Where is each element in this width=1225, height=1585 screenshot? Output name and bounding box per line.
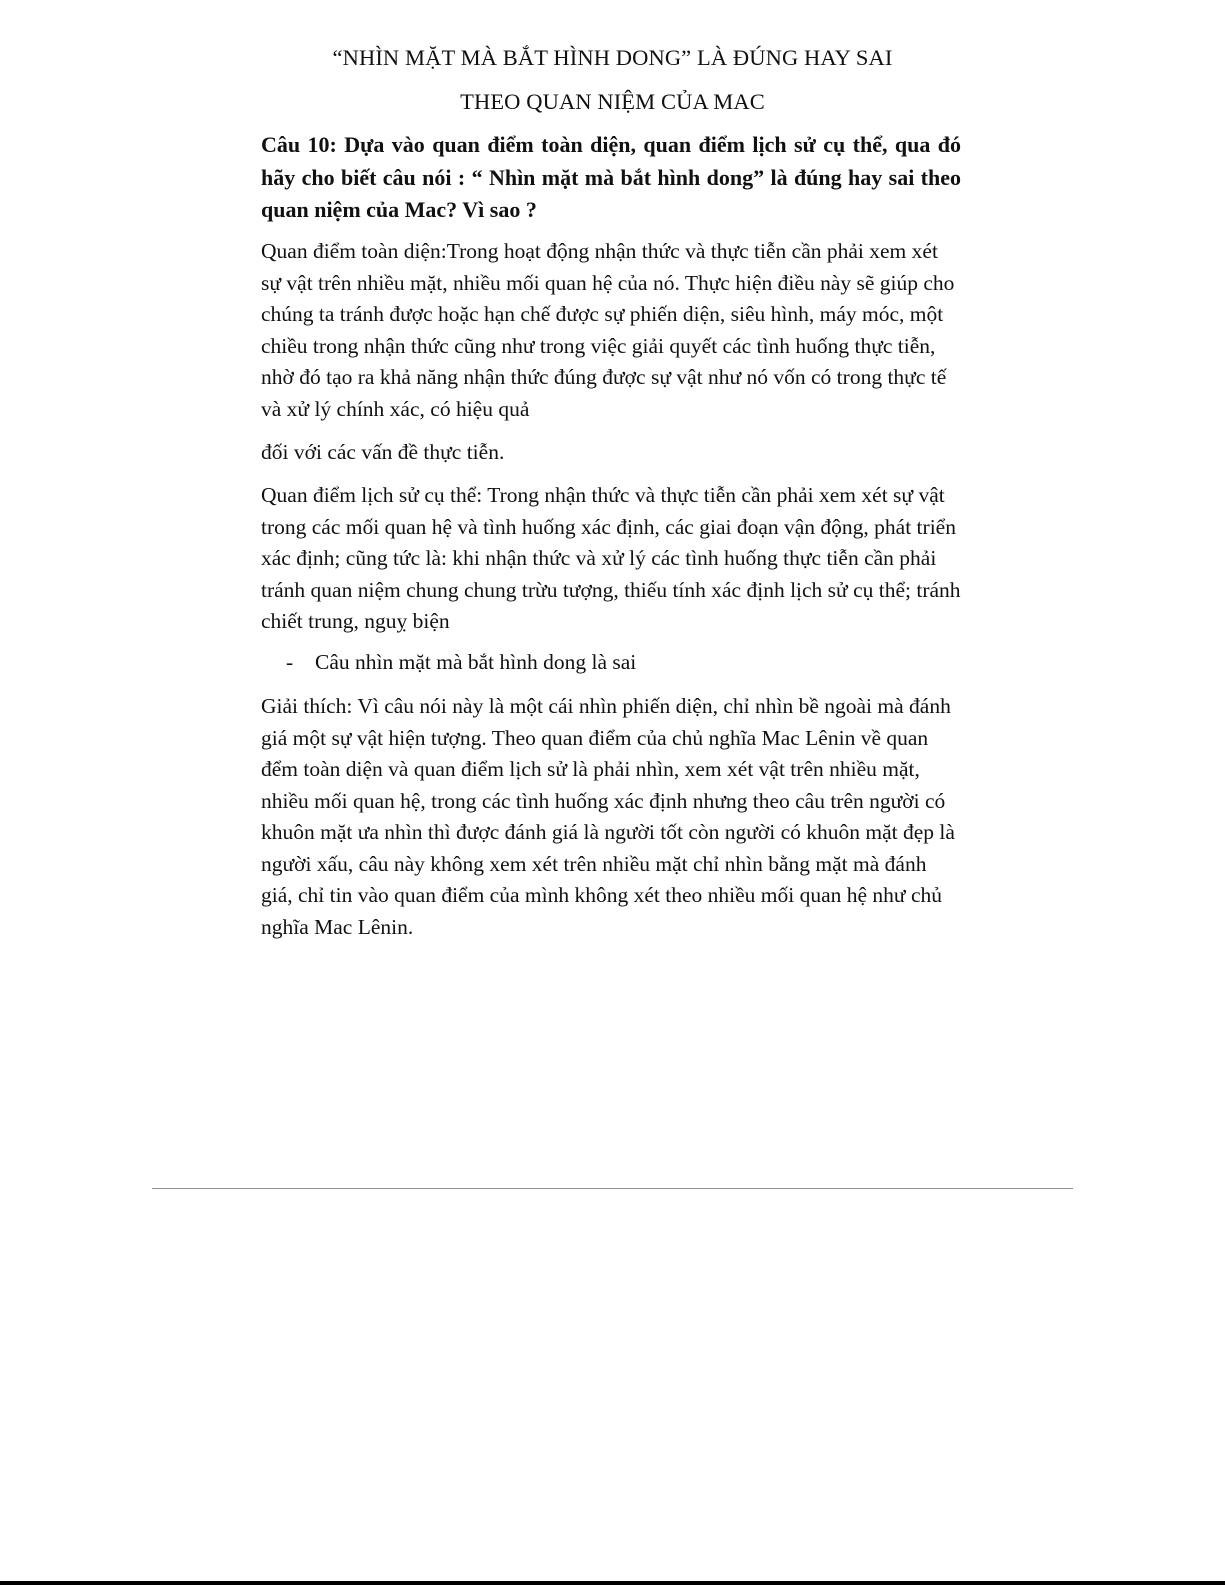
paragraph-comprehensive-view: Quan điểm toàn diện:Trong hoạt động nhận thức và thực tiễn cần phải xem xét sự vật trên nhiều mặt, nhiều mối quan hệ của nó. Thực hiện điều này sẽ giúp cho chúng ta tránh được hoặc hạn chế được sự phiến diện, siêu hình, máy móc, một chiều trong nhận thức cũng như trong việc giải quyết các tình huống thực tiễn, nhờ đó tạo ra khả năng nhận thức đúng được sự vật như nó vốn có trong thực tế và xử lý chính xác, có hiệu quả — [261, 239, 955, 421]
bullet-text: Câu nhìn mặt mà bắt hình dong là sai — [315, 650, 637, 674]
page-divider — [152, 1188, 1073, 1189]
bullet-dash: - — [286, 650, 294, 674]
paragraph-explanation: Giải thích: Vì câu nói này là một cái nhìn phiến diện, chỉ nhìn bề ngoài mà đánh giá một sự vật hiện tượng. Theo quan điểm của chủ nghĩa Mac Lênin về quan đểm toàn diện và quan điểm lịch sử là phải nhìn, xem xét vật trên nhiều mặt, nhiều mối quan hệ, trong các tình huống xác định nhưng theo câu trên người có khuôn mặt ưa nhìn thì được đánh giá là người tốt còn người có khuôn mặt đẹp là người xấu, câu này không xem xét trên nhiều mặt chỉ nhìn bằng mặt mà đánh giá, chỉ tin vào quan điểm của mình không xét theo nhiều mối quan hệ như chủ nghĩa Mac Lênin. — [261, 694, 955, 939]
bullet-item — [286, 647, 636, 679]
paragraph-historical-view: Quan điểm lịch sử cụ thể: Trong nhận thức và thực tiễn cần phải xem xét sự vật trong các mối quan hệ và tình huống xác định, các giai đoạn vận động, phát triển xác định; cũng tức là: khi nhận thức và xử lý các tình huống thực tiễn cần phải tránh quan niệm chung chung trừu tượng, thiếu tính xác định lịch sử cụ thể; tránh chiết trung, nguỵ biện — [261, 483, 961, 633]
paragraph-comprehensive-view-end: đối với các vấn đề thực tiễn. — [261, 440, 505, 464]
document-title-line-2: THEO QUAN NIỆM CỦA MAC — [460, 89, 765, 114]
bottom-edge-bar — [0, 1581, 1225, 1585]
document-title-line-1: “NHÌN MẶT MÀ BẮT HÌNH DONG” LÀ ĐÚNG HAY SAI — [332, 45, 893, 70]
question-heading: Câu 10: Dựa vào quan điểm toàn diện, quan điểm lịch sử cụ thể, qua đó hãy cho biết câu nói : “ Nhìn mặt mà bắt hình dong” là đúng hay sai theo quan niệm của Mac? Vì sao ? — [261, 132, 961, 222]
